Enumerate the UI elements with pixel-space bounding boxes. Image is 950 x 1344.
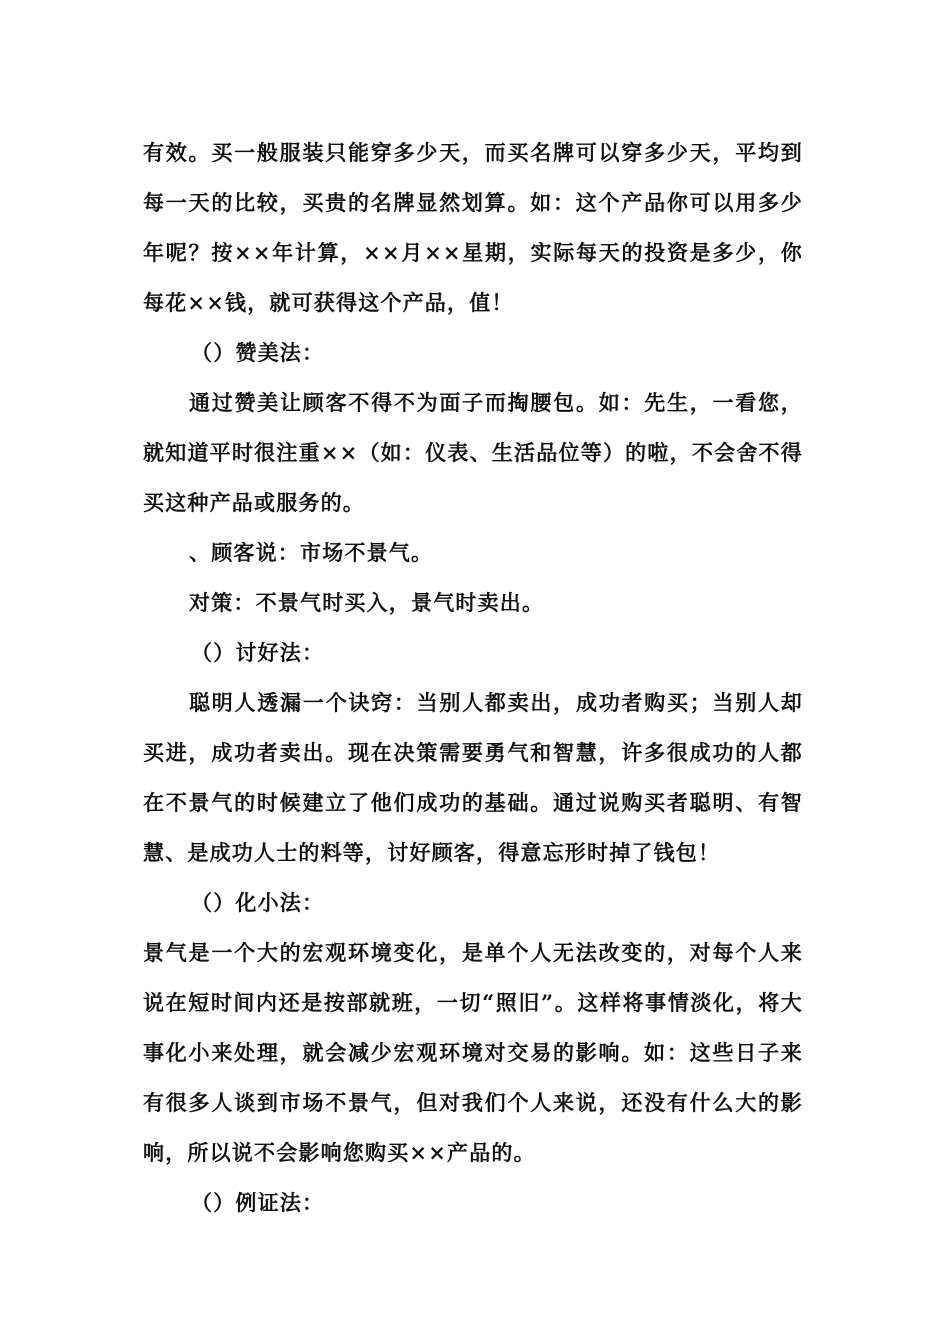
paragraph-minimize: 景气是一个大的宏观环境变化，是单个人无法改变的，对每个人来说在短时间内还是按部就班，一切“照旧”。这样将事情淡化，将大事化小来处理，就会减少宏观环境对交易的影响。如：这些日子来有很多人谈到市场不景气，但对我们个人来说，还没有什么大的影响，所以说不会影响您购买××产品的。 xyxy=(143,940,803,1165)
heading-example-method: （）例证法： xyxy=(191,1190,325,1215)
paragraph-value-comparison: 有效。买一般服装只能穿多少天，而买名牌可以穿多少天，平均到每一天的比较，买贵的名牌显然划算。如：这个产品你可以用多少年呢？按××年计算，××月××星期，实际每天的投资是多少，你每花××钱，就可获得这个产品，值！ xyxy=(143,140,803,315)
heading-minimize-method: （）化小法： xyxy=(191,890,325,915)
document-body xyxy=(143,128,803,1228)
paragraph-customer-says: 、顾客说：市场不景气。 xyxy=(189,540,434,565)
paragraph-countermeasure: 对策：不景气时买入，景气时卖出。 xyxy=(189,590,545,615)
paragraph-praise: 通过赞美让顾客不得不为面子而掏腰包。如：先生，一看您，就知道平时很注重××（如：仪表、生活品位等）的啦，不会舍不得买这种产品或服务的。 xyxy=(143,390,803,515)
heading-flattery-method: （）讨好法： xyxy=(191,640,325,665)
paragraph-flattery: 聪明人透漏一个诀窍：当别人都卖出，成功者购买；当别人却买进，成功者卖出。现在决策需要勇气和智慧，许多很成功的人都在不景气的时候建立了他们成功的基础。通过说购买者聪明、有智慧、是成功人士的料等，讨好顾客，得意忘形时掉了钱包！ xyxy=(143,690,803,865)
heading-praise-method: （）赞美法： xyxy=(191,340,325,365)
